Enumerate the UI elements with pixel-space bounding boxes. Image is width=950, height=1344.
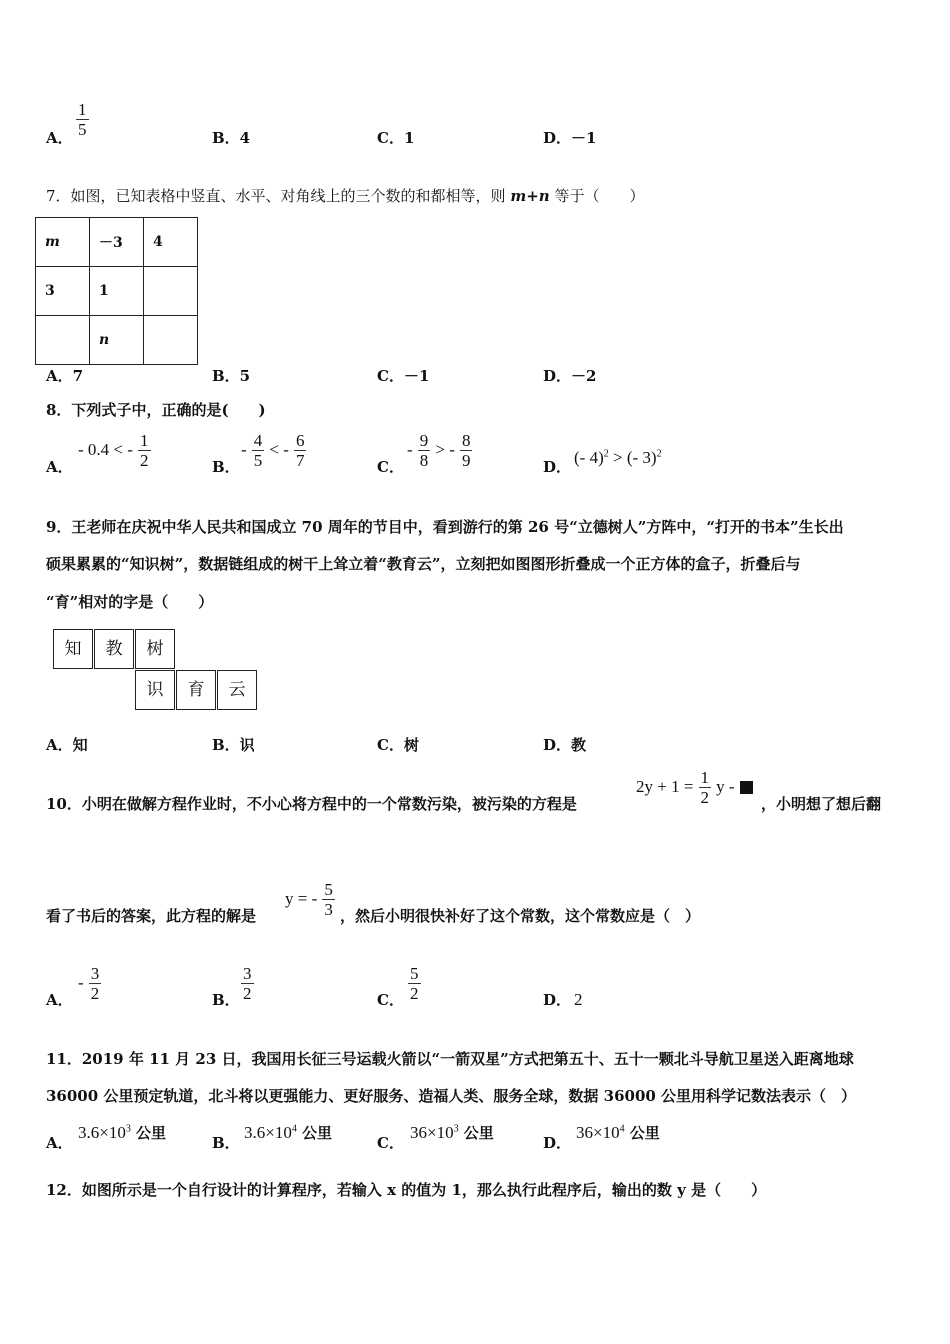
q8-option-d-expr: (- 4)$^2$ > (- 3)$^2$ <box>574 448 662 467</box>
net-cell: 识 <box>135 670 175 710</box>
q8-stem: 8．下列式子中，正确的是( ) <box>46 401 266 419</box>
q10-option-b-expr: $\frac{3}{2}$ <box>243 964 252 1003</box>
q8-option-b-expr: - $\frac{4}{5}$ < - $\frac{6}{7}$ <box>241 431 305 470</box>
q11-option-a-expr: $3.6\times 10^3$ 公里 <box>78 1123 166 1142</box>
q6-option-a-fraction: $\frac{1}{5}$ <box>78 100 87 139</box>
q11-option-d-label: D． <box>543 1134 572 1152</box>
q12-stem: 12．如图所示是一个自行设计的计算程序，若输入 x 的值为 1，那么执行此程序后，输出的数 y 是（ ） <box>46 1181 767 1199</box>
q9-line-2: 硕果累累的“知识树”，数据链组成的树干上耸立着“教育云”，立刻把如图图形折叠成一个正方体的盒子，折叠后与 <box>46 555 801 573</box>
q10-stem-c: 看了书后的答案，此方程的解是 <box>46 907 257 925</box>
grid-cell <box>36 316 90 365</box>
q10-equation: 2y + 1 = $\frac{1}{2}$ y - <box>636 768 753 807</box>
q7-number-grid <box>35 217 198 365</box>
q10-option-c-expr: $\frac{5}{2}$ <box>410 964 419 1003</box>
grid-cell: 4 <box>144 218 198 267</box>
q7-stem: 7．如图，已知表格中竖直、水平、对角线上的三个数的和都相等，则 m+n 等于（ ） <box>46 187 645 205</box>
grid-cell: n <box>90 316 144 365</box>
q6-option-c: C．1 <box>377 129 415 147</box>
grid-cell: －3 <box>90 218 144 267</box>
net-cell: 树 <box>135 629 175 669</box>
q10-stem-a: 10．小明在做解方程作业时，不小心将方程中的一个常数污染，被污染的方程是 <box>46 795 577 813</box>
q11-option-a-label: A． <box>46 1134 73 1152</box>
q9-option-a: A．知 <box>46 736 88 754</box>
q11-line-1: 11．2019 年 11 月 23 日，我国用长征三号运载火箭以“一箭双星”方式把第五十、五十一颗北斗导航卫星送入距离地球 <box>46 1050 854 1068</box>
q10-solution: y = - $\frac{5}{3}$ <box>285 880 333 919</box>
q9-option-c: C．树 <box>377 736 419 754</box>
q8-option-c-label: C． <box>377 458 404 476</box>
q8-option-b-label: B． <box>212 458 240 476</box>
q9-cube-net <box>53 629 258 711</box>
q11-option-c-label: C． <box>377 1134 404 1152</box>
q10-stem-b: ，小明想了想后翻 <box>761 795 882 813</box>
q10-option-c-label: C． <box>377 991 404 1009</box>
q10-option-b-label: B． <box>212 991 240 1009</box>
q11-option-c-expr: $36\times 10^3$ 公里 <box>410 1123 494 1142</box>
q9-line-1: 9．王老师在庆祝中华人民共和国成立 70 周年的节目中，看到游行的第 26 号“立德树人”方阵中，“打开的书本”生长出 <box>46 518 844 536</box>
ink-blot-icon <box>740 781 753 794</box>
q10-option-d-label: D． <box>543 991 572 1009</box>
q6-option-b: B．4 <box>212 129 251 147</box>
grid-cell: 1 <box>90 267 144 316</box>
net-cell: 知 <box>53 629 93 669</box>
q11-line-2: 36000 公里预定轨道，北斗将以更强能力、更好服务、造福人类、服务全球，数据 36000 公里用科学记数法表示（ ） <box>46 1087 857 1105</box>
q11-option-b-expr: $3.6\times 10^4$ 公里 <box>244 1123 332 1142</box>
q9-option-b: B．识 <box>212 736 255 754</box>
q8-option-a-label: A． <box>46 458 73 476</box>
q6-option-d: D．－1 <box>543 129 597 147</box>
grid-cell: 3 <box>36 267 90 316</box>
q7-option-d: D．－2 <box>543 367 597 385</box>
q8-option-d-label: D． <box>543 458 572 476</box>
grid-cell: m <box>36 218 90 267</box>
net-cell: 云 <box>217 670 257 710</box>
q10-option-a-expr: - $\frac{3}{2}$ <box>78 964 100 1003</box>
q10-option-a-label: A． <box>46 991 73 1009</box>
net-cell: 育 <box>176 670 216 710</box>
net-cell: 教 <box>94 629 134 669</box>
q8-option-c-expr: - $\frac{9}{8}$ > - $\frac{8}{9}$ <box>407 431 471 470</box>
q7-option-a: A．7 <box>46 367 84 385</box>
q10-option-d-value: 2 <box>574 990 583 1009</box>
q7-option-c: C．－1 <box>377 367 430 385</box>
q9-option-d: D．教 <box>543 736 587 754</box>
q8-option-a-expr: - 0.4 < - $\frac{1}{2}$ <box>78 431 149 470</box>
q6-option-a: A． <box>46 129 73 147</box>
grid-cell <box>144 316 198 365</box>
q9-line-3: “育”相对的字是（ ） <box>46 593 214 611</box>
q7-option-b: B．5 <box>212 367 251 385</box>
q11-option-d-expr: $36\times 10^4$ 公里 <box>576 1123 660 1142</box>
grid-cell <box>144 267 198 316</box>
q11-option-b-label: B． <box>212 1134 240 1152</box>
q10-stem-d: ，然后小明很快补好了这个常数，这个常数应是（ ） <box>340 907 701 925</box>
